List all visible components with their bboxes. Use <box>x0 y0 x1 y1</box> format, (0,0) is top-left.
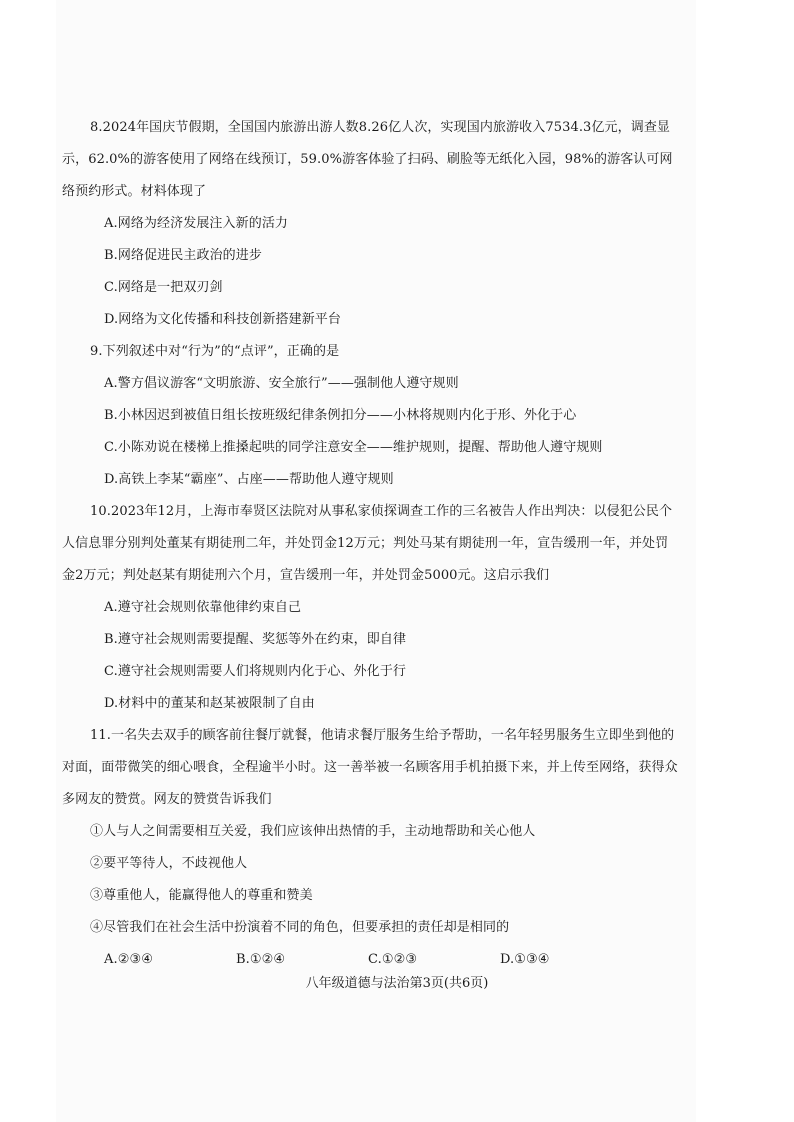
question-8-option-d: D.网络为文化传播和科技创新搭建新平台 <box>104 312 341 327</box>
question-9-option-a: A.警方倡议游客“文明旅游、安全旅行”——强制他人遵守规则 <box>104 376 459 391</box>
question-9-option-b: B.小林因迟到被值日组长按班级纪律条例扣分——小林将规则内化于形、外化于心 <box>104 408 577 423</box>
question-9 <box>62 336 680 496</box>
question-10-stem: 10.2023年12月，上海市奉贤区法院对从事私家侦探调查工作的三名被告人作出判决：以侵犯公民个人信息罪分别判处董某有期徒刑二年，并处罚金12万元；判处马某有期徒刑一年，宣告缓刑一年，并处罚金2万元；判处赵某有期徒刑六个月，宣告缓刑一年，并处罚金5000元。这启示我们 <box>62 504 673 583</box>
question-9-stem: 9.下列叙述中对“行为”的“点评”，正确的是 <box>90 344 340 359</box>
question-10-option-c: C.遵守社会规则需要人们将规则内化于心、外化于行 <box>104 664 407 679</box>
question-11 <box>62 720 680 976</box>
question-area <box>62 112 680 976</box>
question-8-option-a: A.网络为经济发展注入新的活力 <box>104 216 289 231</box>
question-11-statement-2: ②要平等待人，不歧视他人 <box>90 856 248 871</box>
question-11-statement-4: ④尽管我们在社会生活中扮演着不同的角色，但要承担的责任却是相同的 <box>90 920 510 935</box>
question-11-stem: 11.一名失去双手的顾客前往餐厅就餐，他请求餐厅服务生给予帮助，一名年轻男服务生立即坐到他的对面，面带微笑的细心喂食，全程逾半小时。这一善举被一名顾客用手机拍摄下来，并上传至网络，获得众多网友的赞赏。网友的赞赏告诉我们 <box>62 728 678 807</box>
question-8-option-c: C.网络是一把双刃剑 <box>104 280 223 295</box>
question-10-option-d: D.材料中的董某和赵某被限制了自由 <box>104 696 315 711</box>
question-11-choice-d: D.①③④ <box>500 952 550 967</box>
question-11-choice-a: A.②③④ <box>104 952 153 967</box>
question-9-option-c: C.小陈劝说在楼梯上推搡起哄的同学注意安全——维护规则，提醒、帮助他人遵守规则 <box>104 440 603 455</box>
question-10-option-b: B.遵守社会规则需要提醒、奖惩等外在约束，即自律 <box>104 632 407 647</box>
question-11-choice-b: B.①②④ <box>236 952 286 967</box>
question-8-option-b: B.网络促进民主政治的进步 <box>104 248 262 263</box>
question-11-choice-c: C.①②③ <box>368 952 418 967</box>
question-10 <box>62 496 680 720</box>
question-10-option-a: A.遵守社会规则依靠他律约束自己 <box>104 600 302 615</box>
question-9-option-d: D.高铁上李某“霸座”、占座——帮助他人遵守规则 <box>104 472 394 487</box>
page-footer: 八年级道德与法治第3页(共6页) <box>305 976 489 991</box>
question-11-statement-1: ①人与人之间需要相互关爱，我们应该伸出热情的手，主动地帮助和关心他人 <box>90 824 536 839</box>
question-8 <box>62 112 680 336</box>
question-8-stem: 8.2024年国庆节假期，全国国内旅游出游人数8.26亿人次，实现国内旅游收入7534.3亿元，调查显示，62.0%的游客使用了网络在线预订，59.0%游客体验了扫码、刷脸等无纸化入园，98%的游客认可网络预约形式。材料体现了 <box>62 120 673 199</box>
question-11-statement-3: ③尊重他人，能赢得他人的尊重和赞美 <box>90 888 313 903</box>
